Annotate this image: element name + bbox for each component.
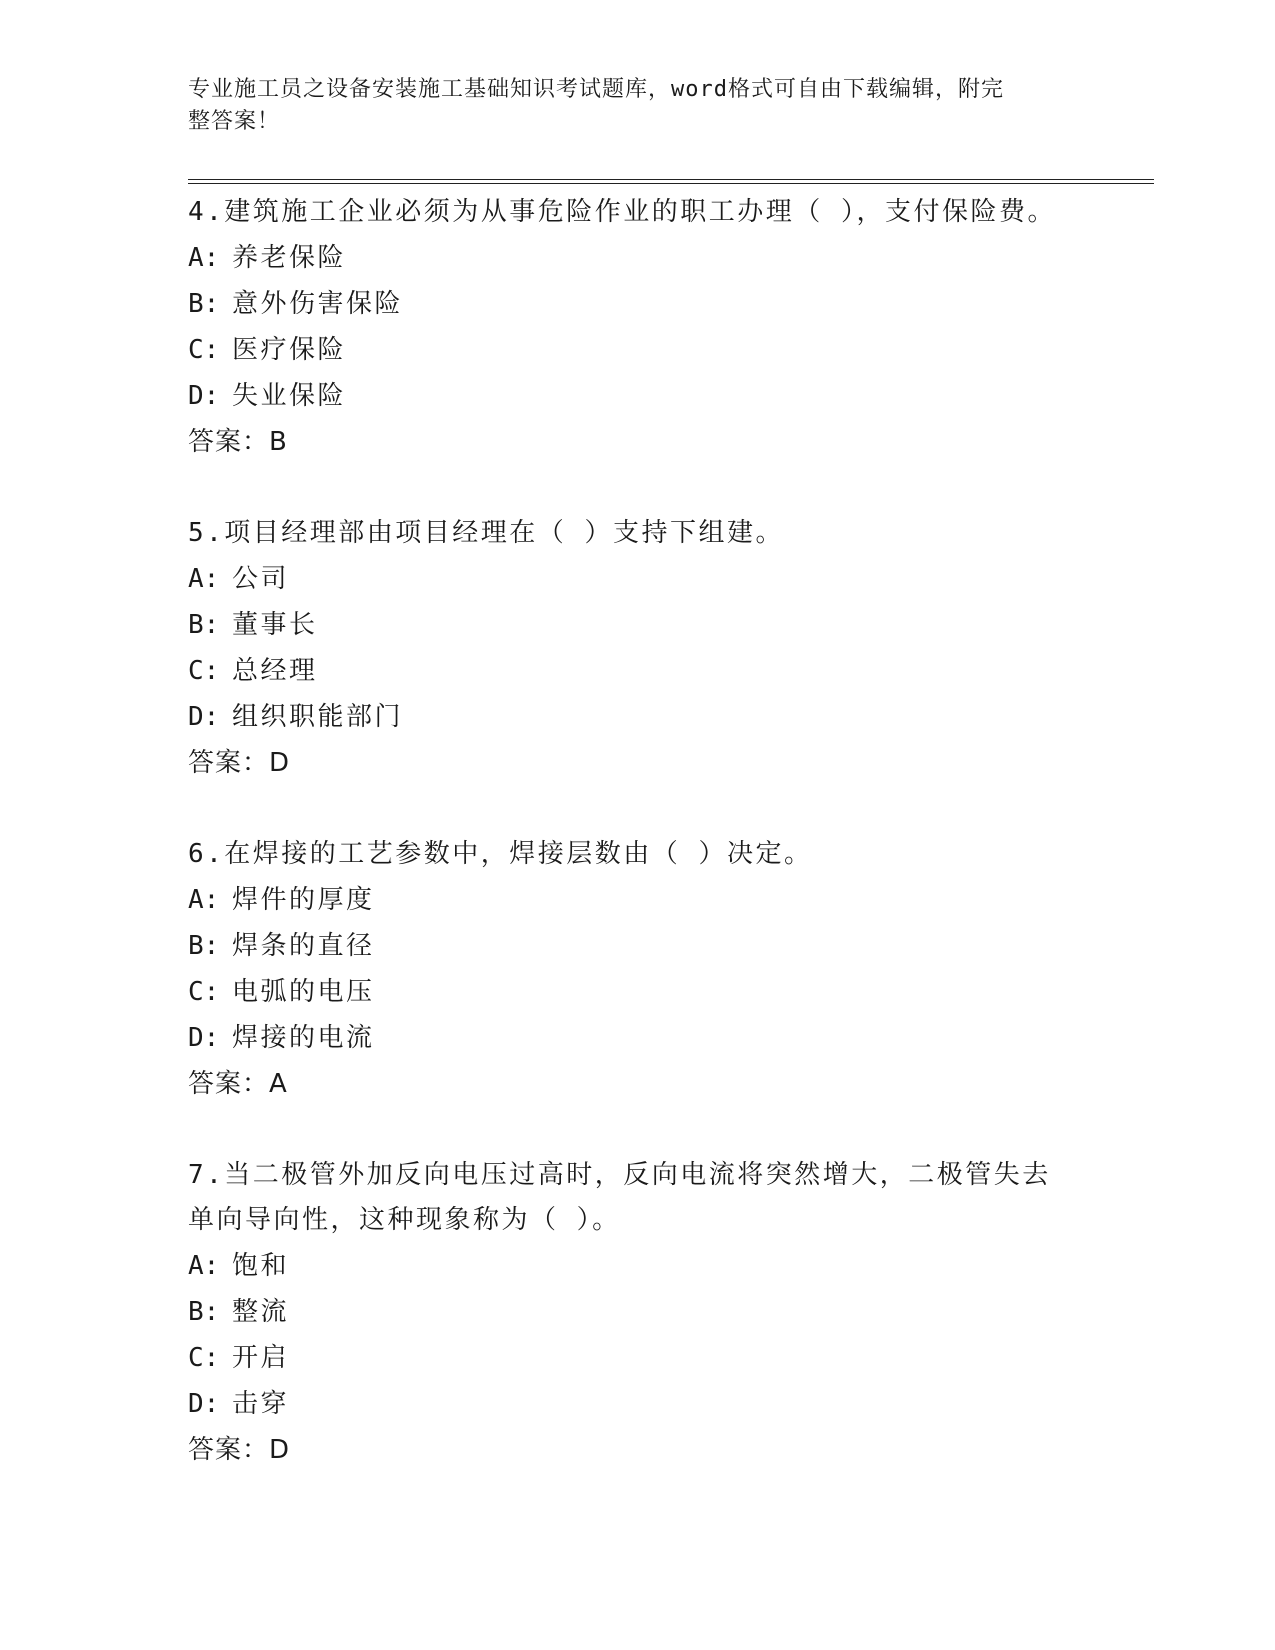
header-line-1: 专业施工员之设备安装施工基础知识考试题库，word格式可自由下载编辑，附完 [188,77,1004,102]
option-a [188,877,1088,923]
question-4 [188,190,1088,465]
option-d [188,694,1088,740]
option-text: 饱和 [232,1251,290,1281]
option-text: 医疗保险 [232,335,347,365]
option-c [188,648,1088,694]
option-text: 开启 [232,1343,290,1373]
option-a [188,1243,1088,1289]
option-letter: C: [188,1343,220,1373]
option-letter: B: [188,610,220,640]
option-text: 击穿 [232,1389,290,1419]
option-text: 电弧的电压 [232,977,375,1007]
option-text: 组织职能部门 [232,702,404,732]
option-letter: C: [188,656,220,686]
option-d [188,373,1088,419]
option-text: 整流 [232,1297,290,1327]
option-letter: A: [188,1251,220,1281]
option-a [188,556,1088,602]
option-letter: A: [188,243,220,273]
option-letter: C: [188,977,220,1007]
option-text: 公司 [232,564,290,594]
option-text: 焊条的直径 [232,931,375,961]
question-stem: 7.当二极管外加反向电压过高时，反向电流将突然增大，二极管失去 [188,1160,1051,1190]
question-stem: 5.项目经理部由项目经理在（ ）支持下组建。 [188,518,784,548]
option-text: 焊接的电流 [232,1023,375,1053]
option-letter: D: [188,381,220,411]
option-letter: C: [188,335,220,365]
option-b [188,281,1088,327]
header-line-2: 整答案！ [188,109,281,134]
option-letter: B: [188,931,220,961]
option-letter: D: [188,702,220,732]
option-a [188,235,1088,281]
option-letter: D: [188,1023,220,1053]
answer-line: 答案：D [188,1435,291,1465]
option-letter: D: [188,1389,220,1419]
option-text: 焊件的厚度 [232,885,375,915]
option-c [188,1335,1088,1381]
question-stem-continued: 单向导向性，这种现象称为（ ）。 [188,1205,621,1235]
option-letter: B: [188,1297,220,1327]
answer-line: 答案：A [188,1069,288,1099]
answer-line: 答案：B [188,427,288,457]
option-c [188,327,1088,373]
question-5 [188,511,1088,786]
option-d [188,1015,1088,1061]
question-stem: 4.建筑施工企业必须为从事危险作业的职工办理（ ），支付保险费。 [188,197,1056,227]
answer-line: 答案：D [188,748,291,778]
option-d [188,1381,1088,1427]
option-letter: A: [188,564,220,594]
option-letter: A: [188,885,220,915]
option-b [188,923,1088,969]
option-b [188,1289,1088,1335]
option-text: 董事长 [232,610,318,640]
option-b [188,602,1088,648]
option-text: 意外伤害保险 [232,289,404,319]
question-list [188,190,1088,1519]
option-text: 总经理 [232,656,318,686]
header-divider [188,179,1154,184]
question-7 [188,1153,1088,1473]
question-stem: 6.在焊接的工艺参数中，焊接层数由（ ）决定。 [188,839,813,869]
document-header [188,74,1068,138]
option-c [188,969,1088,1015]
option-text: 养老保险 [232,243,347,273]
question-6 [188,832,1088,1107]
option-letter: B: [188,289,220,319]
option-text: 失业保险 [232,381,347,411]
